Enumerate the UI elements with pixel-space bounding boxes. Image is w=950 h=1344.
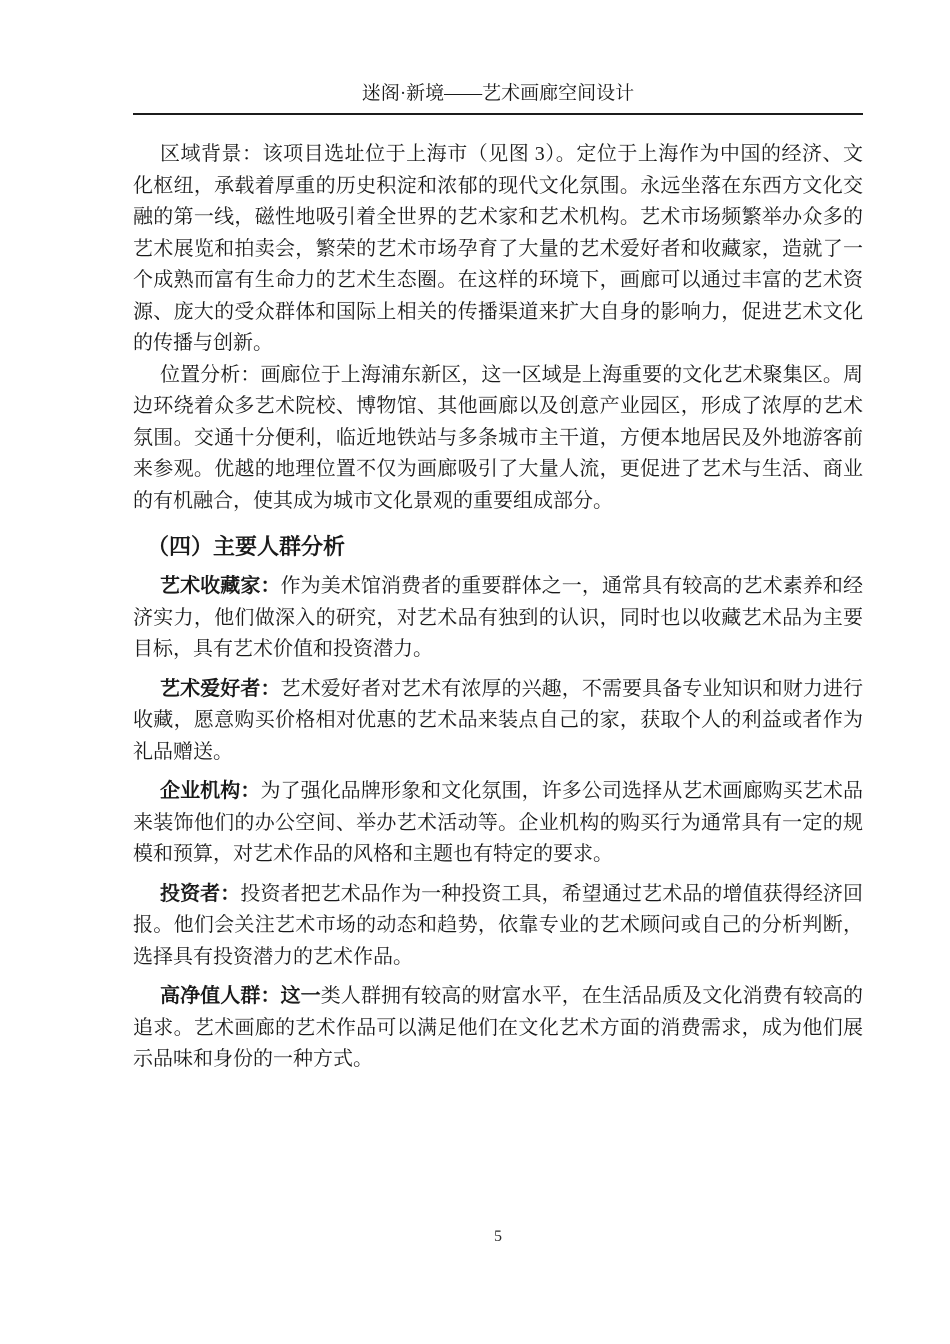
paragraph-text: 区域背景：该项目选址位于上海市（见图 3）。定位于上海作为中国的经济、文化枢纽，承载着厚重的历史积淀和浓郁的现代文化氛围。永远坐落在东西方文化交融的第一线，磁性地吸引着全世界的艺术家和艺术机构。艺术市场频繁举办众多的艺术展览和拍卖会，繁荣的艺术市场孕育了大量的艺术爱好者和收藏家，造就了一个成熟而富有生命力的艺术生态圈。在这样的环境下，画廊可以通过丰富的艺术资源、庞大的受众群体和国际上相关的传播渠道来扩大自身的影响力，促进艺术文化的传播与创新。: [133, 143, 863, 354]
page-footer: [133, 1228, 863, 1246]
paragraph-text: 为了强化品牌形象和文化氛围，许多公司选择从艺术画廊购买艺术品来装饰他们的办公空间、举办艺术活动等。企业机构的购买行为通常具有一定的规模和预算，对艺术作品的风格和主题也有特定的要求。: [133, 780, 864, 865]
paragraph-art-enthusiasts: [133, 674, 863, 769]
page-header: [133, 82, 863, 115]
paragraph-region-background: [133, 139, 863, 360]
bold-lead: 艺术收藏家：: [160, 575, 281, 597]
paragraph-art-collectors: [133, 571, 863, 666]
paragraph-location-analysis: [133, 360, 863, 518]
paragraph-high-net-worth: [133, 981, 863, 1076]
paragraph-text: 作为美术馆消费者的重要群体之一，通常具有较高的艺术素养和经济实力，他们做深入的研究，对艺术品有独到的认识，同时也以收藏艺术品为主要目标，具有艺术价值和投资潜力。: [133, 575, 864, 660]
page-number: 5: [494, 1228, 502, 1245]
section-heading: （四）主要人群分析: [147, 534, 346, 559]
document-body: [133, 139, 863, 1076]
bold-lead: 投资者：: [160, 882, 241, 905]
paragraph-text: 艺术爱好者对艺术有浓厚的兴趣，不需要具备专业知识和财力进行收藏，愿意购买价格相对优惠的艺术品来装点自己的家，获取个人的利益或者作为礼品赠送。: [133, 677, 864, 763]
bold-lead: 艺术爱好者：: [160, 677, 281, 700]
bold-lead: 高净值人群：这一: [160, 985, 321, 1007]
paragraph-corporate-institutions: [133, 776, 863, 871]
bold-lead: 企业机构：: [160, 780, 261, 802]
paragraph-text: 位置分析：画廊位于上海浦东新区，这一区域是上海重要的文化艺术聚集区。周边环绕着众多艺术院校、博物馆、其他画廊以及创意产业园区，形成了浓厚的艺术氛围。交通十分便利，临近地铁站与多条城市主干道，方便本地居民及外地游客前来参观。优越的地理位置不仅为画廊吸引了大量人流，更促进了艺术与生活、商业的有机融合，使其成为城市文化景观的重要组成部分。: [133, 363, 863, 512]
paragraph-investors: [133, 879, 863, 974]
paragraph-text: 投资者把艺术品作为一种投资工具，希望通过艺术品的增值获得经济回报。他们会关注艺术市场的动态和趋势，依靠专业的艺术顾问或自己的分析判断，选择具有投资潜力的艺术作品。: [133, 882, 864, 968]
paragraph-text: 类人群拥有较高的财富水平，在生活品质及文化消费有较高的追求。艺术画廊的艺术作品可以满足他们在文化艺术方面的消费需求，成为他们展示品味和身份的一种方式。: [133, 985, 864, 1070]
running-head-title: 迷阁·新境——艺术画廊空间设计: [361, 83, 635, 104]
